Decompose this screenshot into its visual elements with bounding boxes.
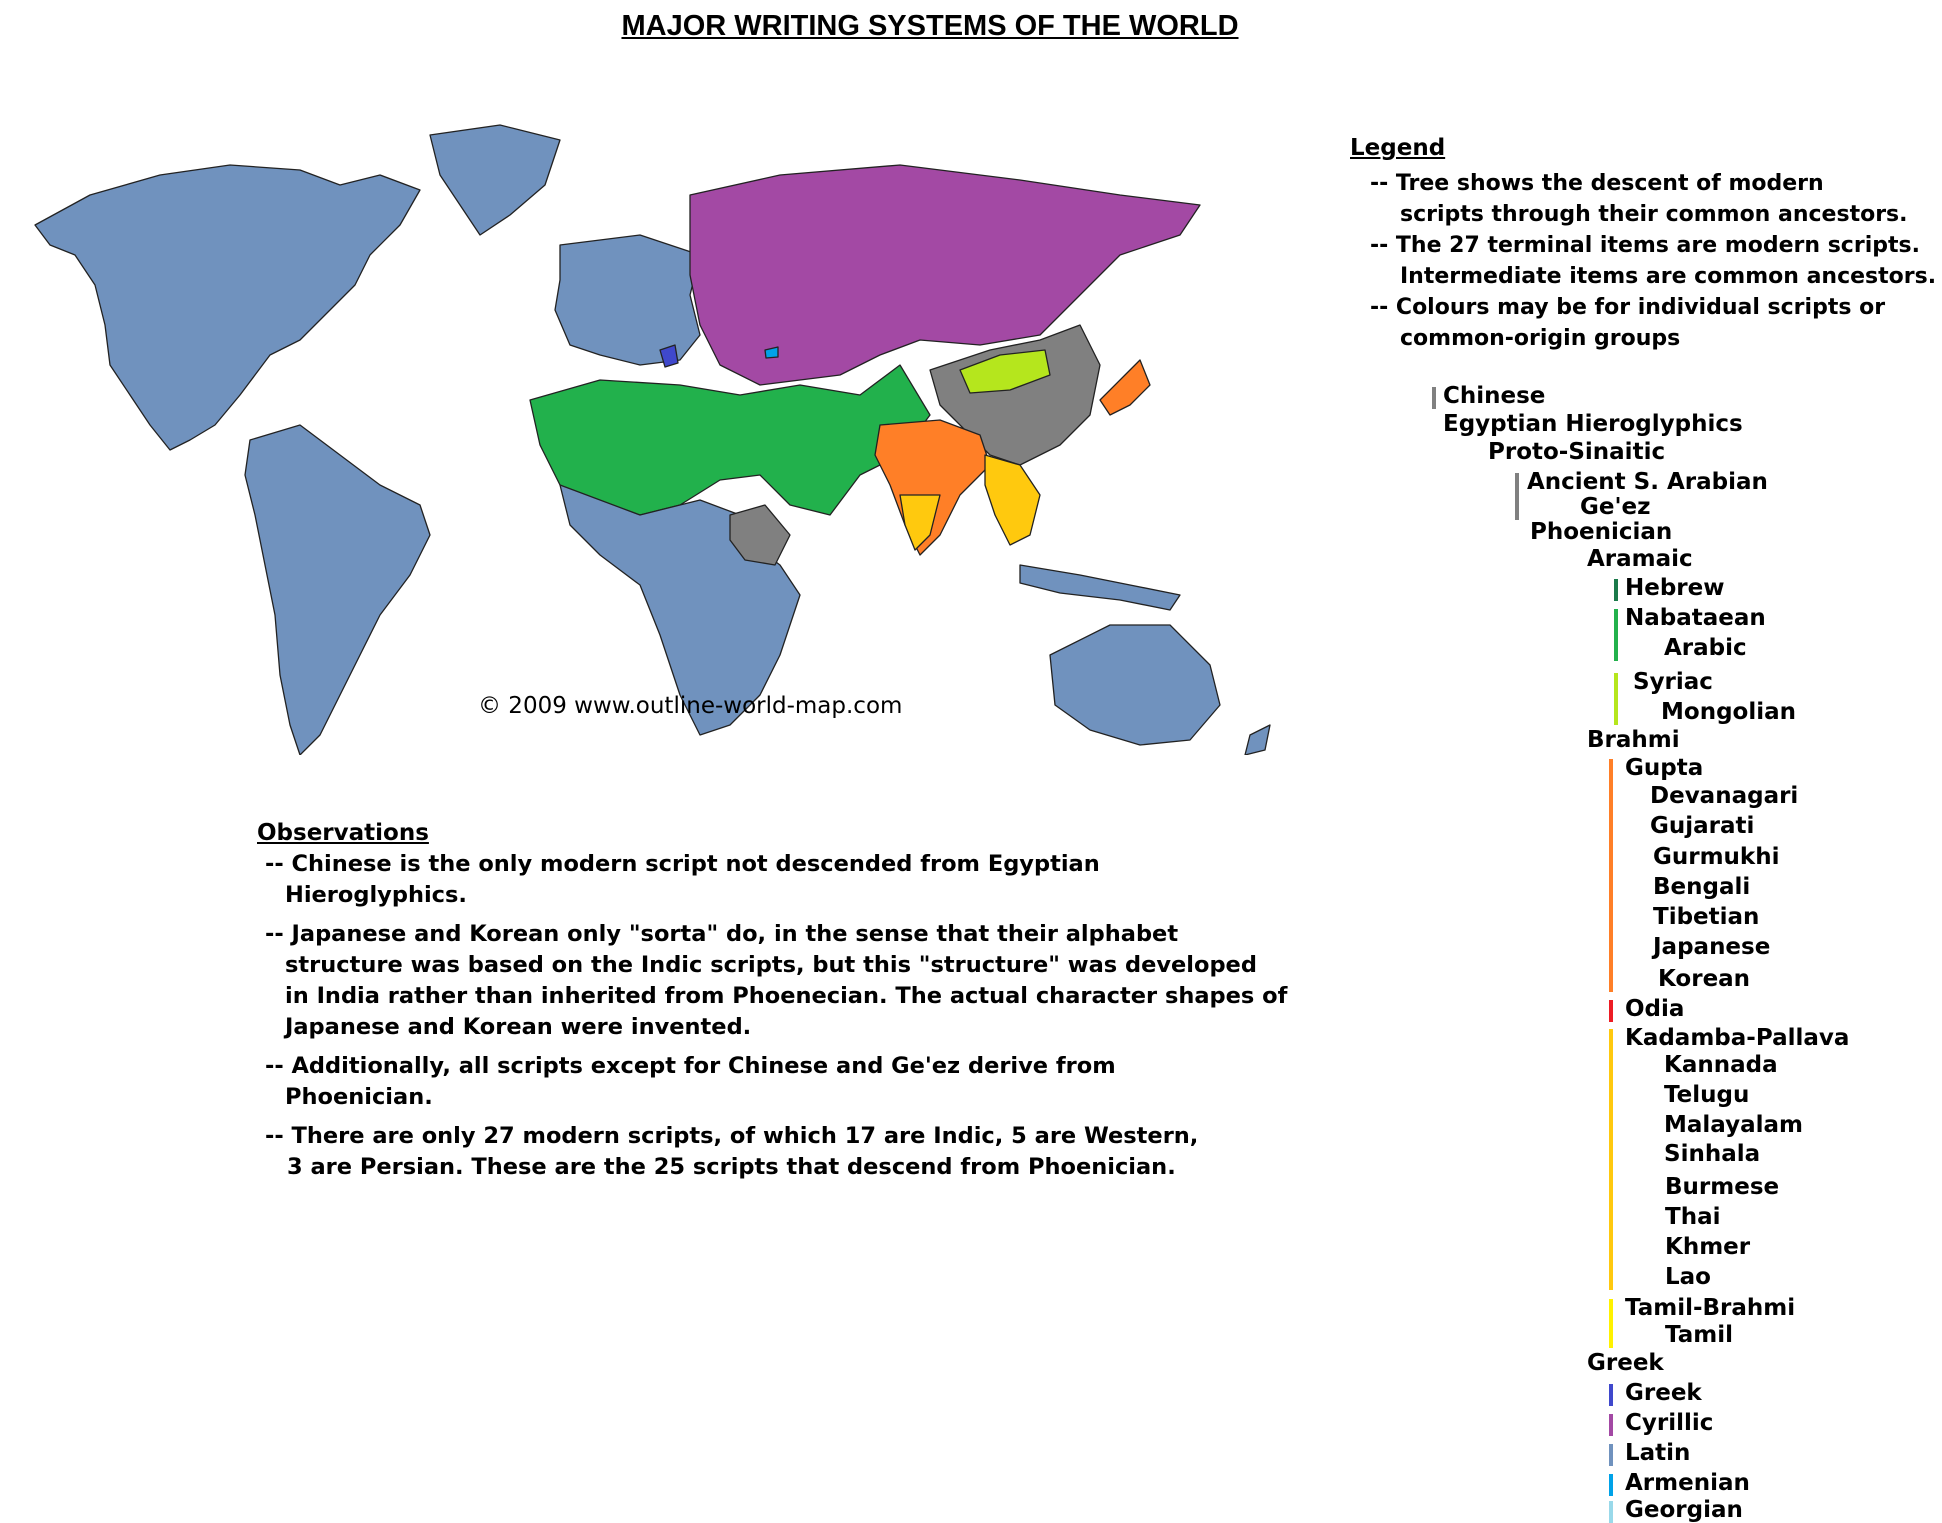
southeast-asia-region [985, 455, 1040, 545]
tree-node: Devanagari [1650, 783, 1799, 809]
tree-node: Odia [1625, 996, 1685, 1022]
map-title: MAJOR WRITING SYSTEMS OF THE WORLD [621, 10, 1239, 42]
india-region [875, 420, 990, 555]
tree-node: Latin [1625, 1440, 1691, 1466]
tree-node: Armenian [1625, 1470, 1750, 1496]
tree-color-bar [1609, 759, 1613, 992]
tree-node: Chinese [1443, 383, 1546, 409]
observation-line: -- Japanese and Korean only "sorta" do, in the sense that their alphabet [265, 921, 1179, 947]
observation-line: -- Additionally, all scripts except for Chinese and Ge'ez derive from [265, 1053, 1116, 1079]
south-america-region [245, 425, 430, 755]
tree-color-bar [1609, 1414, 1613, 1436]
observations-panel [257, 818, 1287, 1183]
tree-node: Bengali [1653, 874, 1751, 900]
indonesia-region [1020, 565, 1180, 610]
observation-line: Hieroglyphics. [285, 882, 467, 908]
tree-node: Tibetian [1653, 904, 1760, 930]
observations-heading: Observations [257, 820, 429, 846]
observation-line: 3 are Persian. These are the 25 scripts that descend from Phoenician. [287, 1154, 1176, 1180]
tree-node: Malayalam [1664, 1112, 1803, 1138]
tree-node: Aramaic [1587, 546, 1693, 572]
world-map [0, 95, 1400, 755]
observation-line: Japanese and Korean were invented. [285, 1014, 752, 1040]
tree-node: Telugu [1664, 1082, 1750, 1108]
tree-color-bar [1609, 1384, 1613, 1406]
tree-color-bar [1515, 473, 1519, 520]
tree-node: Gurmukhi [1653, 844, 1780, 870]
tree-node: Proto-Sinaitic [1488, 439, 1666, 465]
australia-region [1050, 625, 1220, 745]
tree-color-bar [1432, 387, 1436, 409]
observation-line: -- Chinese is the only modern script not descended from Egyptian [265, 851, 1100, 877]
tree-node: Gupta [1625, 755, 1704, 781]
tree-node: Greek [1625, 1380, 1702, 1406]
tree-node: Ancient S. Arabian [1527, 469, 1768, 495]
japan-region [1100, 360, 1150, 415]
arabic-region [530, 365, 930, 515]
observation-line: -- There are only 27 modern scripts, of which 17 are Indic, 5 are Western, [265, 1123, 1199, 1149]
tree-color-bar [1609, 1444, 1613, 1466]
observation-line: Phoenician. [285, 1084, 433, 1110]
tree-node: Kadamba-Pallava [1625, 1025, 1850, 1051]
legend-line: -- Colours may be for individual scripts or [1370, 295, 1886, 320]
greenland-region [430, 125, 560, 235]
legend-line: Intermediate items are common ancestors. [1400, 264, 1937, 289]
europe-region [555, 235, 700, 365]
copyright-notice: © 2009 www.outline-world-map.com [478, 693, 903, 719]
tree-node: Mongolian [1661, 699, 1796, 725]
new-zealand-region [1245, 725, 1270, 755]
tree-color-bar [1614, 609, 1618, 661]
tree-color-bar [1609, 1299, 1613, 1348]
tree-node: Brahmi [1587, 727, 1680, 753]
tree-color-bar [1609, 1029, 1613, 1290]
observation-line: in India rather than inherited from Phoenecian. The actual character shapes of [285, 983, 1288, 1009]
tree-node: Egyptian Hieroglyphics [1443, 411, 1743, 437]
tree-node: Syriac [1633, 669, 1713, 695]
tree-node: Sinhala [1664, 1141, 1761, 1167]
tree-color-bar [1614, 673, 1618, 725]
tree-node: Thai [1665, 1204, 1721, 1230]
observation-line: structure was based on the Indic scripts, but this "structure" was developed [285, 952, 1257, 978]
legend-line: -- Tree shows the descent of modern [1370, 171, 1824, 196]
tree-color-bar [1609, 1501, 1613, 1523]
tree-node: Arabic [1664, 635, 1747, 661]
legend-line: common-origin groups [1400, 326, 1681, 351]
legend-line: -- The 27 terminal items are modern scripts. [1370, 233, 1920, 258]
north-america-region [35, 165, 420, 450]
tree-color-bar [1609, 1474, 1613, 1496]
tree-node: Burmese [1665, 1174, 1780, 1200]
legend-panel [1350, 133, 1936, 354]
legend-heading: Legend [1350, 135, 1446, 161]
tree-node: Georgian [1625, 1497, 1743, 1523]
legend-line: scripts through their common ancestors. [1400, 202, 1908, 227]
tree-node: Tamil [1665, 1322, 1733, 1348]
tree-node: Phoenician [1530, 519, 1673, 545]
tree-node: Gujarati [1650, 813, 1755, 839]
tree-color-bar [1609, 1000, 1613, 1022]
tree-node: Korean [1658, 966, 1751, 992]
tree-node: Lao [1665, 1264, 1711, 1290]
tree-node: Japanese [1653, 934, 1771, 960]
tree-node: Cyrillic [1625, 1410, 1714, 1436]
tree-node: Greek [1587, 1350, 1664, 1376]
tree-node: Kannada [1664, 1052, 1778, 1078]
tree-color-bar [1614, 579, 1618, 601]
tree-node: Khmer [1665, 1234, 1751, 1260]
tree-node: Ge'ez [1580, 494, 1651, 520]
tree-node: Hebrew [1625, 575, 1725, 601]
tree-node: Tamil-Brahmi [1625, 1295, 1796, 1321]
tree-node: Nabataean [1625, 605, 1766, 631]
